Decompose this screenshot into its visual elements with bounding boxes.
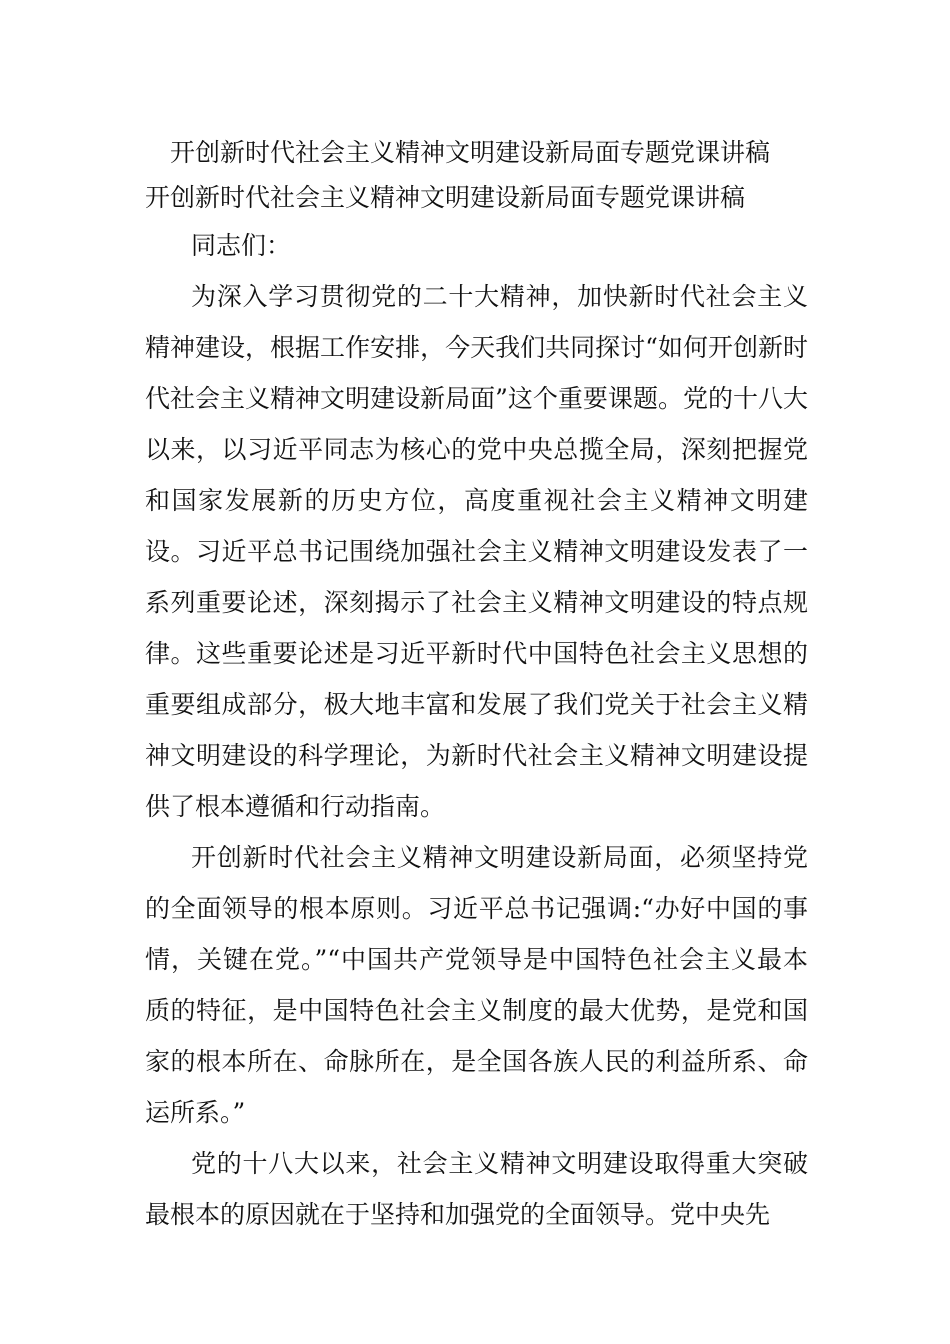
paragraph-2: 开创新时代社会主义精神文明建设新局面，必须坚持党的全面领导的根本原则。习近平总书记强调:“办好中国的事情，关键在党。”“中国共产党领导是中国特色社会主义最本质的特征，是中国特色社会主义制度的最大优势，是党和国家的根本所在、命脉所在，是全国各族人民的利益所系、命运所系。” xyxy=(145,843,808,1127)
paragraph-1: 为深入学习贯彻党的二十大精神，加快新时代社会主义精神建设，根据工作安排，今天我们共同探讨“如何开创新时代社会主义精神文明建设新局面”这个重要课题。党的十八大以来，以习近平同志为核心的党中央总揽全局，深刻把握党和国家发展新的历史方位，高度重视社会主义精神文明建设。习近平总书记围绕加强社会主义精神文明建设发表了一系列重要论述，深刻揭示了社会主义精神文明建设的特点规律。这些重要论述是习近平新时代中国特色社会主义思想的重要组成部分，极大地丰富和发展了我们党关于社会主义精神文明建设的科学理论，为新时代社会主义精神文明建设提供了根本遵循和行动指南。 xyxy=(145,282,808,821)
salutation: 同志们： xyxy=(191,231,292,260)
document-subtitle: 开创新时代社会主义精神文明建设新局面专题党课讲稿 xyxy=(145,183,746,212)
document-title: 开创新时代社会主义精神文明建设新局面专题党课讲稿 xyxy=(170,138,771,167)
paragraph-3: 党的十八大以来，社会主义精神文明建设取得重大突破最根本的原因就在于坚持和加强党的全面领导。党中央先 xyxy=(145,1149,808,1229)
